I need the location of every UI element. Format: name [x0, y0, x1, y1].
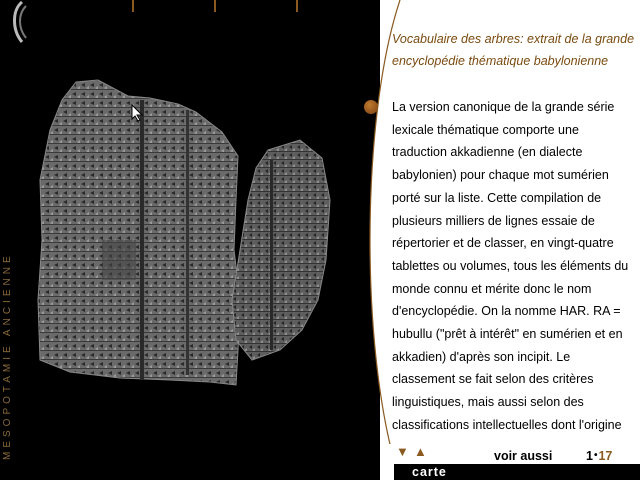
- bullet-icon: [364, 100, 378, 114]
- section-vertical-label: MESOPOTAMIE ANCIENNE: [2, 252, 13, 460]
- page-indicator: [586, 449, 612, 463]
- voir-aussi-button[interactable]: voir aussi: [494, 449, 553, 463]
- page-title: Vocabulaire des arbres: extrait de la grande encyclopédie thématique babylonienne: [392, 32, 635, 68]
- page-total: 17: [598, 449, 613, 463]
- arrow-down-button[interactable]: ▼: [396, 444, 409, 459]
- carte-label: carte: [412, 465, 447, 479]
- mouse-pointer-icon: [131, 104, 143, 122]
- carte-button[interactable]: [394, 464, 640, 480]
- arrow-up-button[interactable]: ▲: [414, 444, 427, 459]
- page-current: 1: [586, 449, 593, 463]
- body-text: La version canonique de la grande série lexicale thématique comporte une traduction akkadienne (en dialecte babylonien) pour chaque mot sumérien porté sur la liste. Cette compilation de plusieurs milliers de lignes essaie de répertorier et de classer, en vingt-quatre tablettes ou volumes, tous les éléments du monde connu et mérite donc le nom d'encyclopédie. On la nomme HAR. RA = hubullu ("prêt à intérêt" en sumérien et en akkadien) d'après son incipit. Le classement se fait selon des critères linguistiques, mais aussi selon des classifications intellectuelles dont l'origine: [392, 100, 629, 432]
- page-separator: •: [593, 450, 598, 461]
